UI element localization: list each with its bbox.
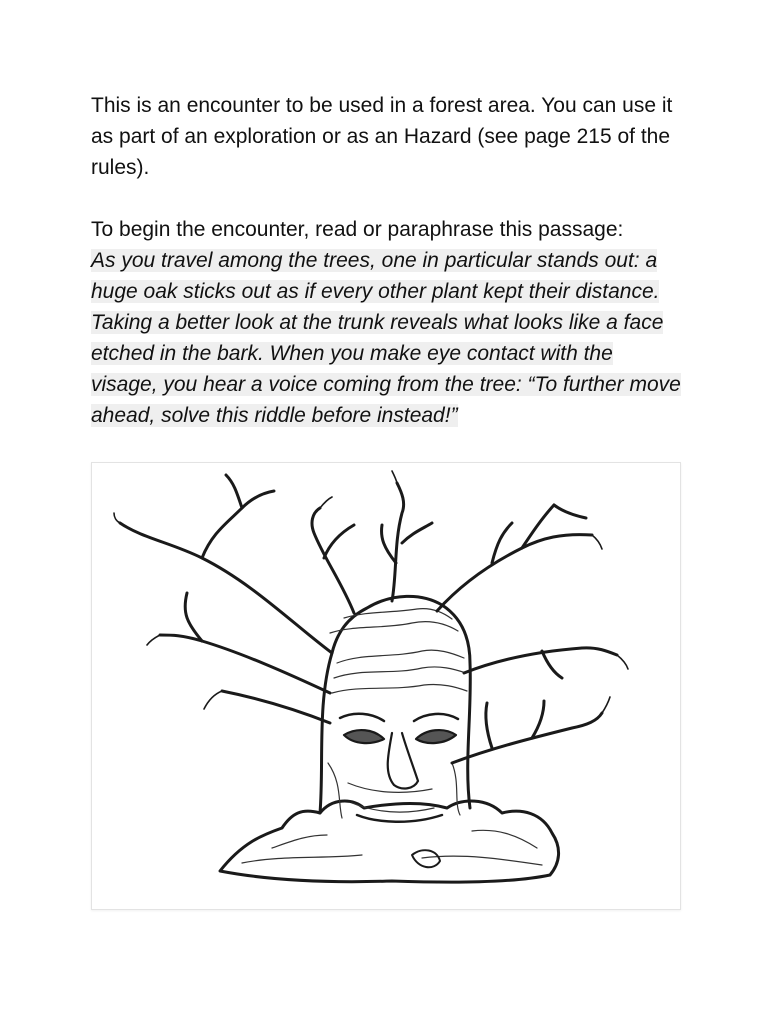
nose: [388, 733, 418, 788]
begin-lead: To begin the encounter, read or paraphrase this passage:: [91, 218, 624, 241]
right-brow: [414, 714, 458, 721]
document-body: [91, 90, 681, 431]
trunk-outline: [320, 596, 470, 813]
branch-right-middle: [464, 648, 617, 673]
branch-left-lower: [160, 635, 330, 693]
read-aloud-passage: [91, 245, 681, 431]
read-aloud-highlight: As you travel among the trees, one in particular stands out: a huge oak sticks out as if every other plant kept their distance. Taking a better look at the trunk reveals what looks like a face etched in the bark. When you make eye contact with the visage, you hear a voice coming from the tree: “To further move ahead, solve this riddle before instead!”: [91, 249, 681, 427]
left-brow: [340, 714, 384, 721]
paragraph-gap: [91, 183, 681, 214]
intro-paragraph: This is an encounter to be used in a forest area. You can use it as part of an exploration or as an Hazard (see page 215 of the rules).: [91, 94, 673, 179]
tree-face-illustration: [91, 462, 681, 910]
branch-right-lower: [452, 713, 602, 763]
left-eye: [344, 730, 384, 743]
branch-top-right: [437, 535, 592, 611]
roots-outline: [220, 801, 559, 882]
branch-top-left: [312, 508, 354, 613]
chin: [412, 850, 440, 867]
tree-drawing: [92, 463, 680, 909]
branch-left-upper: [120, 523, 332, 653]
mouth: [357, 815, 442, 822]
right-eye: [416, 730, 456, 743]
